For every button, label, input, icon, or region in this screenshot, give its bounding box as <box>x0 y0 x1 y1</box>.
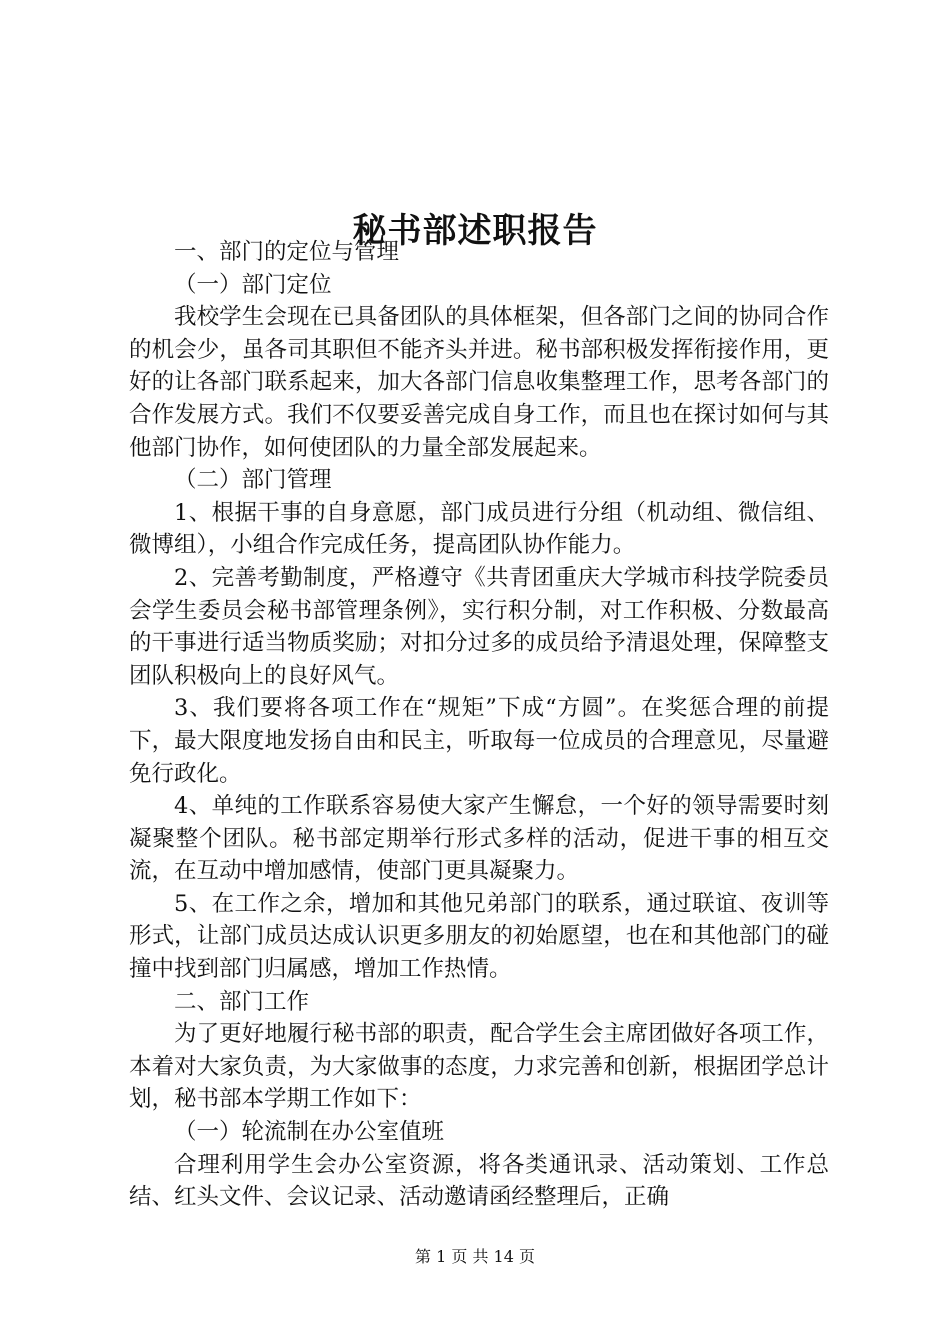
list-item: 3、我们要将各项工作在“规矩”下成“方圆”。在奖惩合理的前提下，最大限度地发扬自由和民主，听取每一位成员的合理意见，尽量避免行政化。 <box>129 695 829 787</box>
subsection-heading-1-2: （二）部门管理 <box>174 467 332 494</box>
section-heading-1: 一、部门的定位与管理 <box>174 239 400 265</box>
list-item: 1、根据干事的自身意愿，部门成员进行分组（机动组、微信组、微博组），小组合作完成任务，提高团队协作能力。 <box>129 499 829 559</box>
paragraph: 为了更好地履行秘书部的职责，配合学生会主席团做好各项工作，本着对大家负责，为大家做事的态度，力求完善和创新，根据团学总计划，秘书部本学期工作如下： <box>129 1021 829 1113</box>
page-number-footer: 第 1 页 共 14 页 <box>415 1247 535 1266</box>
paragraph: 我校学生会现在已具备团队的具体框架，但各部门之间的协同合作的机会少，虽各司其职但不能齐头并进。秘书部积极发挥衔接作用，更好的让各部门联系起来，加大各部门信息收集整理工作，思考各部门的合作发展方式。我们不仅要妥善完成自身工作，而且也在探讨如何与其他部门协作，如何使团队的力量全部发展起来。 <box>129 304 829 461</box>
list-item: 4、单纯的工作联系容易使大家产生懈怠，一个好的领导需要时刻凝聚整个团队。秘书部定期举行形式多样的活动，促进干事的相互交流，在互动中增加感情，使部门更具凝聚力。 <box>129 793 829 885</box>
document-body <box>129 236 829 1214</box>
list-item: 5、在工作之余，增加和其他兄弟部门的联系，通过联谊、夜训等形式，让部门成员达成认识更多朋友的初始愿望，也在和其他部门的碰撞中找到部门归属感，增加工作热情。 <box>129 890 829 983</box>
subsection-heading-1-1: （一）部门定位 <box>174 271 332 298</box>
list-item: 2、完善考勤制度，严格遵守《共青团重庆大学城市科技学院委员会学生委员会秘书部管理条例》，实行积分制，对工作积极、分数最高的干事进行适当物质奖励；对扣分过多的成员给予清退处理，保障整支团队积极向上的良好风气。 <box>129 564 829 689</box>
paragraph: 合理利用学生会办公室资源，将各类通讯录、活动策划、工作总结、红头文件、会议记录、活动邀请函经整理后，正确 <box>129 1151 829 1211</box>
section-heading-2: 二、部门工作 <box>174 988 310 1015</box>
document-title: 秘书部述职报告 <box>352 210 598 251</box>
subsection-heading-2-1: （一）轮流制在办公室值班 <box>174 1119 445 1146</box>
